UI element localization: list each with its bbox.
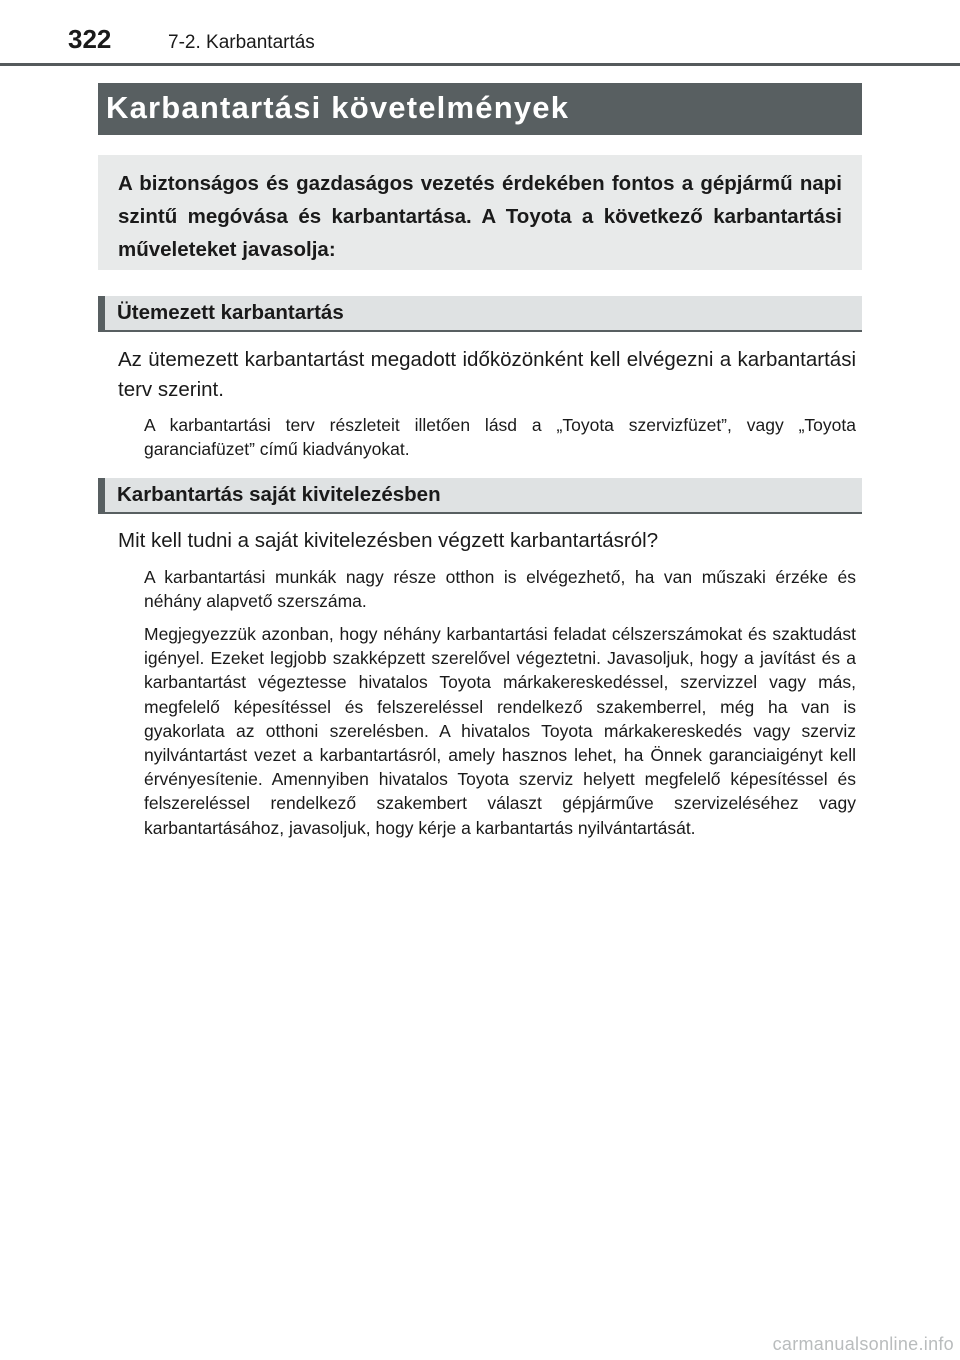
section-heading-scheduled-label: Ütemezett karbantartás bbox=[117, 301, 344, 324]
diy-paragraph-2: Megjegyezzük azonban, hogy néhány karbantartási feladat célszerszámokat és szaktudást igényel. Ezeket legjobb szakképzett szerelővel végeztetni. Javasoljuk, hogy a javítást és a karbantartást végeztesse hivatalos Toyota márkakereskedéssel, szervizzel vagy más, megfelelő képesítéssel és felszereléssel rendelkező szakemberrel, még ha van is gyakorlata az otthoni szerelésben. A hivatalos Toyota márkakereskedés vagy szerviz nyilvántartást vezet a karbantartásról, amely hasznos lehet, ha Önnek garanciaigényt kell érvényesítenie. Amennyiben hivatalos Toyota szerviz helyett megfelelő képesítéssel és felszereléssel rendelkező szakembert választ gépjárműve szervizeléséhez vagy karbantartásához, javasoljuk, hogy kérje a karbantartás nyilvántartását. bbox=[144, 624, 856, 838]
section-breadcrumb: 7-2. Karbantartás bbox=[168, 32, 315, 53]
page-title-band bbox=[98, 83, 862, 135]
diy-paragraph-1: A karbantartási munkák nagy része otthon is elvégezhető, ha van műszaki érzéke és néhány alapvető szerszáma. bbox=[144, 567, 856, 612]
intro-text: A biztonságos és gazdaságos vezetés érdekében fontos a gépjármű napi szintű megóvása és karbantartása. A Toyota a következő karbantartási műveleteket javasolja: bbox=[118, 172, 842, 261]
page-title: Karbantartási követelmények bbox=[106, 90, 570, 125]
intro-box bbox=[98, 155, 862, 270]
section-heading-scheduled bbox=[98, 296, 862, 332]
diy-lead-text: Mit kell tudni a saját kivitelezésben végzett karbantartásról? bbox=[118, 529, 659, 552]
header-divider bbox=[0, 63, 960, 66]
page-header bbox=[68, 24, 960, 68]
watermark: carmanualsonline.info bbox=[772, 1334, 954, 1354]
scheduled-lead-text: Az ütemezett karbantartást megadott időközönként kell elvégezni a karbantartási terv szerint. bbox=[118, 348, 856, 401]
scheduled-detail-text: A karbantartási terv részleteit illetően lásd a „Toyota szervizfüzet”, vagy „Toyota garanciafüzet” című kiadványokat. bbox=[144, 415, 856, 460]
page-number: 322 bbox=[68, 24, 112, 54]
section-heading-diy-label: Karbantartás saját kivitelezésben bbox=[117, 483, 441, 506]
section-heading-diy bbox=[98, 478, 862, 514]
